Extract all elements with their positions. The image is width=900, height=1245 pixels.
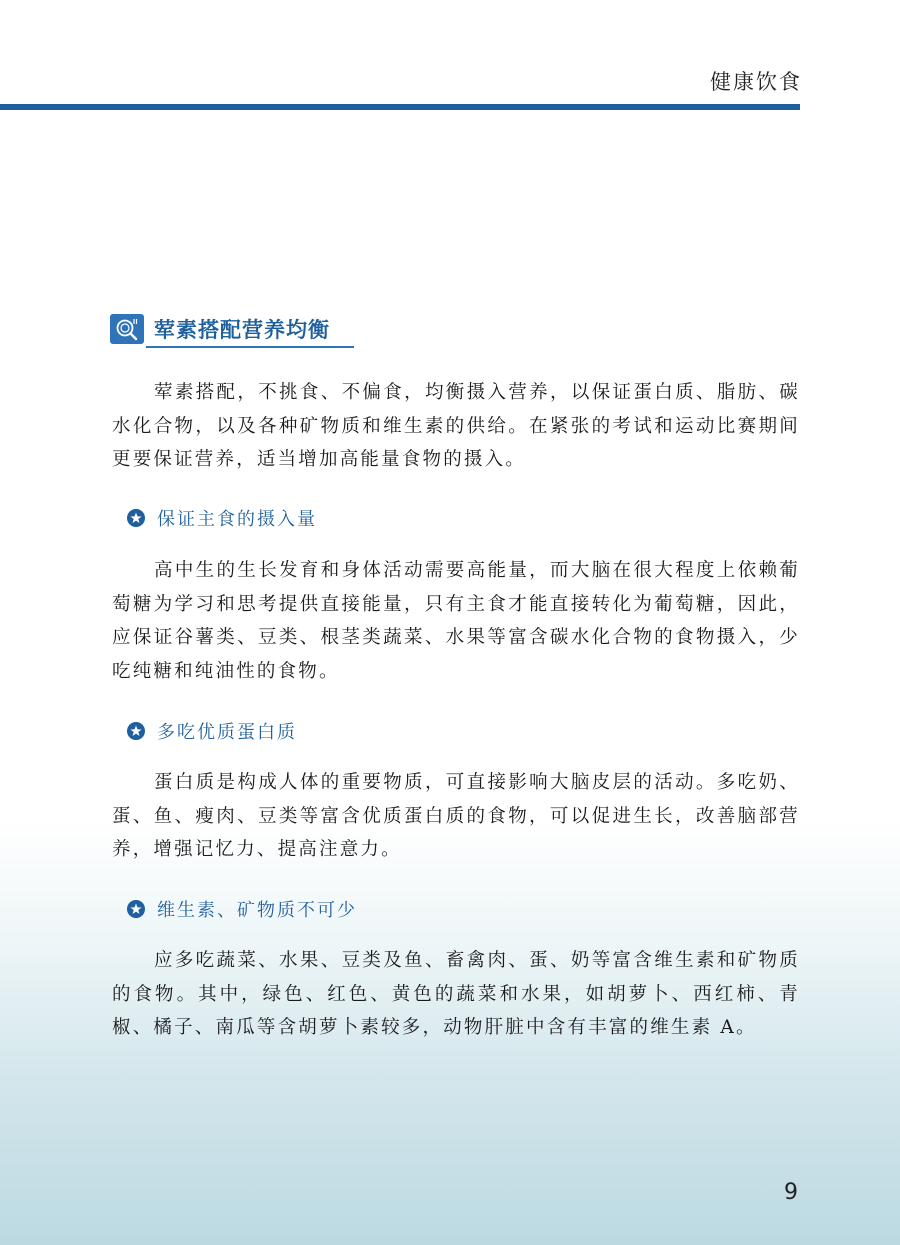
running-header-title: 健康饮食 [710,70,802,94]
star-icon [127,722,145,740]
subheading-vitamins [127,897,357,921]
header-rule [0,104,800,110]
star-icon [127,900,145,918]
subheading-title: 多吃优质蛋白质 [157,722,297,743]
vitamins-paragraph: 应多吃蔬菜、水果、豆类及鱼、畜禽肉、蛋、奶等富含维生素和矿物质的食物。其中，绿色、红色、黄色的蔬菜和水果，如胡萝卜、西红柿、青椒、橘子、南瓜等含胡萝卜素较多，动物肝脏中含有丰富的维生素 A。 [112,950,800,1038]
star-icon [127,509,145,527]
intro-paragraph: 荤素搭配，不挑食、不偏食，均衡摄入营养，以保证蛋白质、脂肪、碳水化合物，以及各种矿物质和维生素的供给。在紧张的考试和运动比赛期间更要保证营养，适当增加高能量食物的摄入。 [112,382,800,470]
magnifier-plate-icon [110,314,144,344]
subheading-title: 维生素、矿物质不可少 [157,900,357,921]
section-heading [110,314,354,348]
protein-paragraph: 蛋白质是构成人体的重要物质，可直接影响大脑皮层的活动。多吃奶、蛋、鱼、瘦肉、豆类等富含优质蛋白质的食物，可以促进生长，改善脑部营养，增强记忆力、提高注意力。 [112,772,800,860]
subheading-protein [127,719,297,743]
subheading-staple-food [127,506,317,530]
section-title: 荤素搭配营养均衡 [154,318,330,342]
section-underline [146,346,354,348]
staple-food-paragraph: 高中生的生长发育和身体活动需要高能量，而大脑在很大程度上依赖葡萄糖为学习和思考提供直接能量，只有主食才能直接转化为葡萄糖，因此，应保证谷薯类、豆类、根茎类蔬菜、水果等富含碳水化合物的食物摄入，少吃纯糖和纯油性的食物。 [112,560,800,682]
page-number: 9 [784,1180,798,1205]
subheading-title: 保证主食的摄入量 [157,509,317,530]
